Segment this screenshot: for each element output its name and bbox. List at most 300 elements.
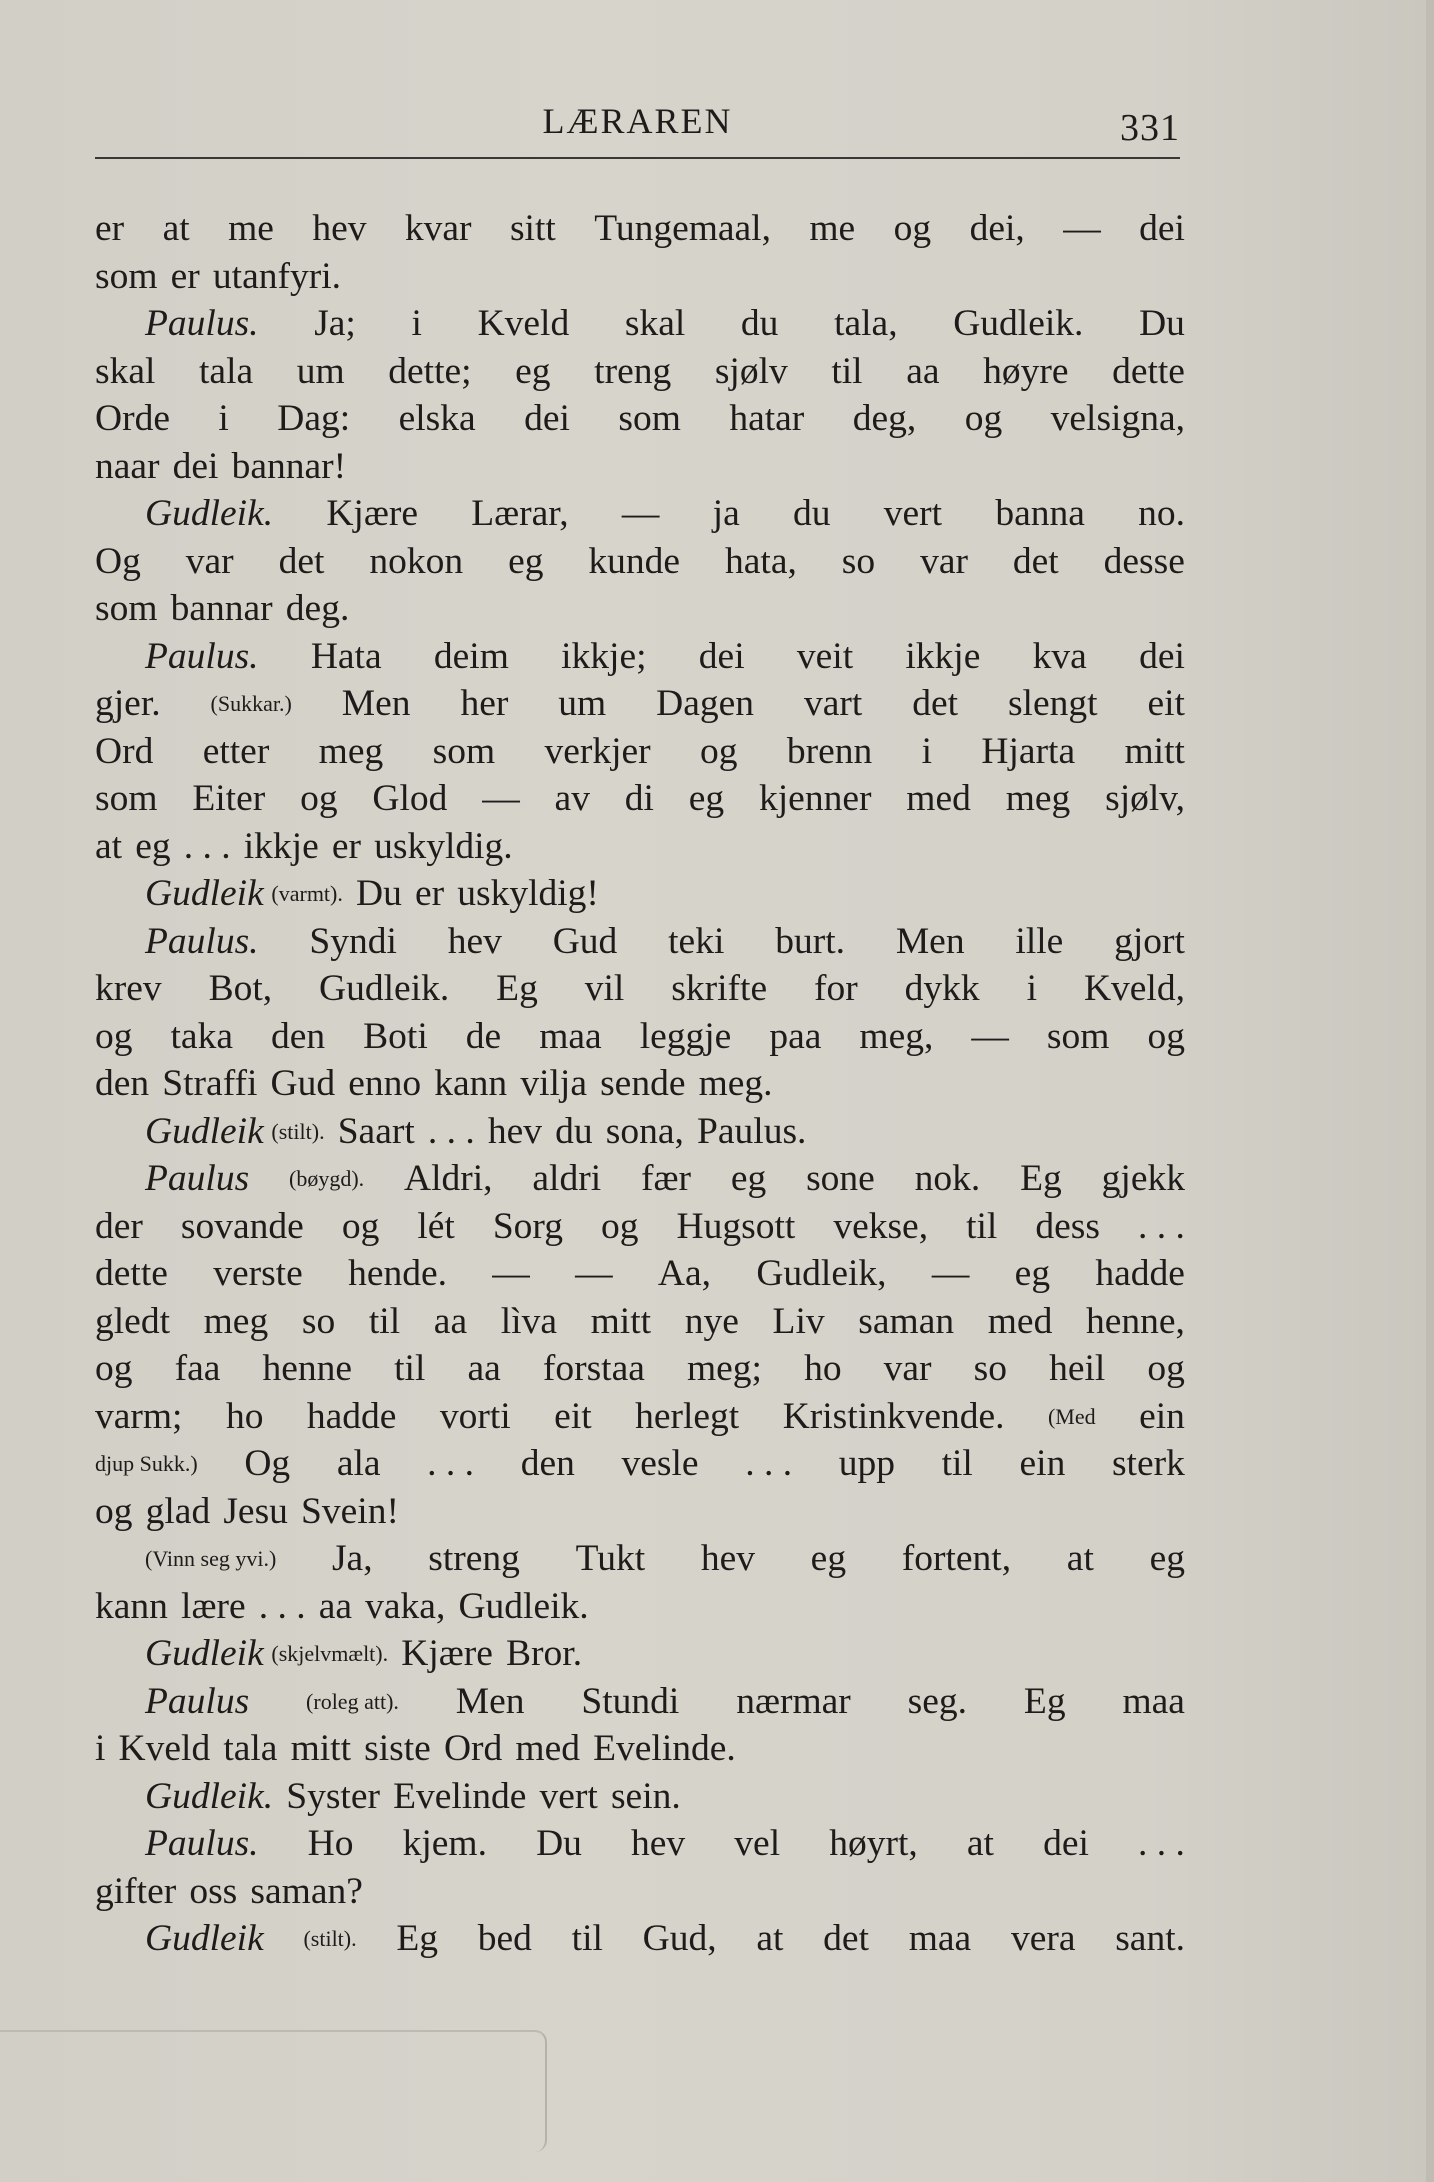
body-text — [95, 205, 1185, 1963]
word: at — [95, 825, 123, 867]
word: Eiter — [192, 778, 266, 819]
word: tala — [199, 350, 254, 392]
word: til — [941, 1443, 973, 1484]
word: Dagen — [656, 683, 754, 724]
text-line — [95, 633, 1185, 681]
stage-direction: (roleg att). — [306, 1688, 399, 1714]
word: som — [432, 730, 496, 772]
word: med — [987, 1300, 1053, 1342]
word: upp — [838, 1443, 895, 1484]
word: meg — [1005, 778, 1071, 819]
word: Kristinkvende. — [782, 1395, 1005, 1437]
word: gjekk — [1101, 1158, 1185, 1199]
word: Jesu — [223, 1490, 288, 1532]
word: dess — [1035, 1205, 1100, 1247]
speaker-name: Paulus — [145, 1680, 250, 1722]
word: Hata — [310, 635, 382, 677]
word: Og — [95, 540, 141, 582]
word: vorti — [439, 1395, 511, 1437]
word: vert — [883, 493, 943, 534]
word: Straffi — [162, 1063, 258, 1104]
word: . . . — [183, 825, 231, 867]
word: sende — [600, 1063, 686, 1104]
word: Du — [356, 873, 402, 914]
word: sterk — [1111, 1443, 1185, 1484]
word: hatar — [729, 398, 805, 439]
word: er — [95, 208, 125, 249]
word: gledt — [95, 1300, 170, 1342]
speaker-name: Gudleik — [145, 1110, 264, 1152]
word: ein — [1019, 1443, 1066, 1484]
word: . . . — [745, 1443, 793, 1484]
text-line — [95, 823, 1185, 871]
stage-direction: (bøygd). — [289, 1166, 365, 1191]
word: banna — [995, 493, 1085, 534]
word: uskyldig! — [457, 873, 599, 914]
word: det — [912, 683, 959, 724]
word: naar — [95, 445, 160, 487]
word: . . . — [427, 1443, 475, 1484]
word: bannar — [170, 588, 273, 629]
word: eit — [554, 1395, 592, 1437]
word: og — [1147, 1015, 1185, 1057]
word: lìva — [500, 1300, 557, 1342]
header-rule — [95, 157, 1180, 159]
stage-direction: (stilt). — [303, 1926, 357, 1951]
text-line — [95, 443, 1185, 491]
word: tala, — [834, 303, 898, 344]
running-head: LÆRAREN — [542, 101, 733, 141]
word: Du — [1139, 303, 1185, 344]
word: dei — [1139, 635, 1185, 677]
word: som — [95, 255, 158, 297]
word: sjølv, — [1105, 778, 1185, 819]
word: fortent, — [901, 1538, 1012, 1579]
word: deg, — [852, 398, 917, 439]
word: kva — [1032, 635, 1087, 677]
speaker-name: Paulus — [145, 1158, 250, 1199]
word: etter — [202, 730, 270, 772]
word: so — [841, 540, 876, 582]
word: Men — [455, 1680, 525, 1722]
word: Dag: — [277, 398, 351, 439]
word: sjølv — [714, 350, 788, 392]
word: for — [814, 968, 858, 1009]
word: dette — [95, 1253, 168, 1294]
stage-direction: (stilt). — [271, 1118, 325, 1144]
word: — — [621, 493, 660, 534]
text-line — [95, 1203, 1185, 1251]
text-line — [95, 1060, 1185, 1108]
word: hev — [700, 1538, 755, 1579]
word: ein — [1139, 1395, 1185, 1437]
word: hev — [447, 920, 502, 962]
word: i — [411, 303, 422, 344]
word: ikkje — [905, 635, 981, 677]
word: dei — [1043, 1823, 1089, 1864]
word: forstaa — [542, 1348, 645, 1389]
word: desse — [1103, 540, 1185, 582]
word: Gudleik, — [756, 1253, 887, 1294]
word: Kjære — [401, 1633, 493, 1674]
word: mitt — [1124, 730, 1185, 772]
text-line — [95, 870, 1185, 918]
word: gifter — [95, 1870, 177, 1912]
word: dette; — [388, 350, 472, 392]
word: som — [1046, 1015, 1110, 1057]
speaker-name: Paulus. — [145, 635, 259, 677]
text-line — [95, 1535, 1185, 1583]
word: Og — [244, 1443, 291, 1484]
word: og — [95, 1015, 133, 1057]
speaker-name: Gudleik — [145, 1918, 264, 1959]
word: nærmar — [736, 1680, 851, 1722]
word: vekse, — [833, 1205, 929, 1247]
word: djup Sukk.) — [95, 1451, 198, 1476]
word: Stundi — [581, 1680, 680, 1722]
text-line — [95, 1678, 1185, 1726]
word: saman? — [250, 1870, 363, 1912]
word: Liv — [772, 1300, 825, 1342]
word: Ord — [95, 730, 154, 772]
word: i — [218, 398, 229, 439]
word: Paulus. — [697, 1110, 807, 1152]
word: her — [460, 683, 509, 724]
word: dette — [1112, 350, 1185, 392]
word: ikkje — [243, 825, 319, 867]
word: og — [1147, 1348, 1185, 1389]
stage-direction: (skjelvmælt). — [271, 1641, 389, 1666]
text-line — [95, 538, 1185, 586]
word: og — [601, 1205, 639, 1247]
word: eit — [1147, 683, 1185, 724]
word: bed — [477, 1918, 532, 1959]
text-line — [95, 1773, 1185, 1821]
word: det — [1012, 540, 1059, 582]
word: Eg — [496, 968, 538, 1009]
text-line — [95, 1488, 1185, 1536]
word: verkjer — [544, 730, 651, 772]
word: . . . — [1138, 1823, 1185, 1864]
speaker-name: Gudleik. — [145, 493, 274, 534]
word: Tukt — [575, 1538, 646, 1579]
text-line — [95, 918, 1185, 966]
text-line — [95, 585, 1185, 633]
word: ala — [336, 1443, 381, 1484]
word: ille — [1015, 920, 1064, 962]
word: Gud — [552, 920, 618, 962]
word: nok. — [914, 1158, 981, 1199]
word: var — [883, 1348, 932, 1389]
word: hev — [487, 1110, 543, 1152]
text-line — [95, 490, 1185, 538]
word: Ho — [307, 1823, 354, 1864]
word: at — [756, 1918, 784, 1959]
word: kann — [434, 1063, 508, 1104]
word: veit — [796, 635, 854, 677]
word: Bot, — [208, 968, 273, 1009]
word: . . . — [427, 1110, 475, 1152]
word: dei, — [969, 208, 1025, 249]
word: Aa, — [657, 1253, 712, 1294]
word: um — [296, 350, 345, 392]
text-line — [95, 1345, 1185, 1393]
text-line — [95, 1868, 1185, 1916]
word: brenn — [786, 730, 873, 772]
word: vart — [803, 683, 863, 724]
word: saman — [858, 1300, 955, 1342]
text-line — [95, 1915, 1185, 1963]
word: vera — [1010, 1918, 1076, 1959]
word: den — [520, 1443, 575, 1484]
word: oss — [189, 1870, 238, 1912]
word: me — [809, 208, 856, 249]
word: Syndi — [309, 920, 397, 962]
word: meg — [318, 730, 384, 772]
word: Boti — [363, 1015, 428, 1057]
word: mitt — [590, 1300, 652, 1342]
word: Gudleik. — [953, 303, 1084, 344]
word: varm; — [95, 1395, 183, 1437]
word: til — [394, 1348, 426, 1389]
word: er — [331, 825, 361, 867]
word: Kveld — [477, 303, 570, 344]
word: fær — [640, 1158, 691, 1199]
word: glad — [145, 1490, 211, 1532]
word: eg — [1149, 1538, 1185, 1579]
word: me — [228, 208, 274, 249]
word: eg — [1014, 1253, 1051, 1294]
word: vilja — [520, 1063, 587, 1104]
word: som — [95, 588, 158, 629]
page-header — [95, 100, 1180, 150]
word: aldri — [532, 1158, 602, 1199]
word: Ord — [443, 1728, 503, 1769]
word: taka — [170, 1015, 233, 1057]
speaker-name: Paulus. — [145, 1823, 259, 1864]
word: . . . — [258, 1585, 306, 1627]
word: elska — [398, 398, 476, 439]
word: Ja; — [314, 303, 356, 344]
word: det — [278, 540, 325, 582]
word: gjort — [1114, 920, 1185, 962]
word: dykk — [904, 968, 980, 1009]
word: av — [554, 778, 590, 819]
word: at — [1066, 1538, 1094, 1579]
word: Eg — [1020, 1158, 1062, 1199]
word: er — [170, 255, 200, 297]
word: kunde — [588, 540, 681, 582]
word: hende. — [348, 1253, 447, 1294]
text-line — [95, 1820, 1185, 1868]
word: kvar — [404, 208, 472, 249]
word: du — [740, 303, 779, 344]
word: tala — [223, 1728, 278, 1769]
word: hev — [631, 1823, 686, 1864]
word: sant. — [1115, 1918, 1185, 1959]
word: kann — [95, 1585, 168, 1627]
word: med — [906, 778, 971, 819]
word: hata, — [725, 540, 797, 582]
word: meg — [203, 1300, 269, 1342]
word: mitt — [290, 1728, 352, 1769]
word: ho — [804, 1348, 842, 1389]
word: sona, — [605, 1110, 684, 1152]
page-tab-outline — [0, 2030, 547, 2152]
word: det — [823, 1918, 869, 1959]
text-line — [95, 1393, 1185, 1441]
word: sovande — [180, 1205, 304, 1247]
text-line — [95, 300, 1185, 348]
word: velsigna, — [1050, 398, 1185, 439]
speaker-name: Gudleik — [145, 873, 264, 914]
word: henne, — [1085, 1300, 1185, 1342]
word: uskyldig. — [374, 825, 513, 867]
text-line — [95, 775, 1185, 823]
word: der — [95, 1205, 143, 1247]
word: Men — [895, 920, 965, 962]
word: hadde — [306, 1395, 397, 1437]
text-line — [95, 205, 1185, 253]
text-line — [95, 1725, 1185, 1773]
word: Orde — [95, 398, 170, 439]
word: Eg — [1023, 1680, 1066, 1722]
word: til — [966, 1205, 998, 1247]
word: hev — [312, 208, 367, 249]
word: som — [618, 398, 681, 439]
word: eg — [730, 1158, 767, 1199]
word: og — [300, 778, 338, 819]
word: var — [920, 540, 968, 582]
text-line — [95, 395, 1185, 443]
word: Hugsott — [676, 1205, 796, 1247]
word: Gud — [270, 1063, 336, 1104]
word: sein. — [610, 1775, 681, 1817]
page-number: 331 — [1120, 107, 1180, 149]
word: Men — [341, 683, 411, 724]
word: Glod — [372, 778, 448, 819]
word: utanfyri. — [212, 255, 341, 297]
word: aa — [467, 1348, 501, 1389]
word: di — [624, 778, 654, 819]
word: maa — [1122, 1680, 1185, 1722]
word: den — [271, 1015, 326, 1057]
word: og — [341, 1205, 380, 1247]
word: deg. — [285, 588, 350, 629]
text-line — [95, 253, 1185, 301]
word: herlegt — [635, 1395, 740, 1437]
speaker-name: Gudleik — [145, 1633, 264, 1674]
word: Bror. — [506, 1633, 583, 1674]
word: dei — [524, 398, 570, 439]
word: Syster — [286, 1775, 380, 1817]
word: vert — [539, 1775, 598, 1817]
word: nye — [684, 1300, 739, 1342]
word: vaka, — [365, 1585, 446, 1627]
word: som — [95, 778, 158, 819]
word: Kveld, — [1083, 968, 1185, 1009]
word: aa — [318, 1585, 353, 1627]
word: . . . — [1137, 1205, 1185, 1247]
text-line — [95, 965, 1185, 1013]
word: kjenner — [759, 778, 872, 819]
word: Gudleik. — [319, 968, 450, 1009]
stage-direction: (varmt). — [271, 881, 343, 906]
word: burt. — [775, 920, 845, 962]
word: so — [973, 1348, 1007, 1389]
word: heil — [1049, 1348, 1106, 1389]
word: Aldri, — [404, 1158, 493, 1199]
word: maa — [908, 1918, 972, 1959]
word: teki — [668, 920, 725, 962]
word: vesle — [621, 1443, 699, 1484]
word: ja — [712, 493, 740, 534]
word: eg — [515, 350, 551, 392]
text-line — [95, 348, 1185, 396]
text-line — [95, 728, 1185, 776]
word: deim — [433, 635, 509, 677]
word: nokon — [369, 540, 464, 582]
word: bannar! — [231, 445, 347, 487]
page-edge — [1426, 0, 1434, 2182]
word: du — [793, 493, 831, 534]
word: streng — [428, 1538, 520, 1579]
word: i — [1026, 968, 1038, 1009]
word: hadde — [1095, 1253, 1185, 1294]
text-line — [95, 1440, 1185, 1488]
word: paa — [769, 1015, 822, 1057]
word: høyre — [983, 350, 1069, 392]
word: til — [571, 1918, 603, 1959]
word: eg — [508, 540, 544, 582]
word: slengt — [1007, 683, 1098, 724]
word: kjem. — [402, 1823, 487, 1864]
word: eg — [688, 778, 725, 819]
word: — — [931, 1253, 970, 1294]
word: og — [700, 730, 738, 772]
word: eg — [135, 825, 171, 867]
word: dei — [1139, 208, 1185, 249]
speaker-name: Gudleik. — [145, 1775, 274, 1817]
word: aa — [906, 350, 940, 392]
speaker-name: Paulus. — [145, 920, 259, 962]
word: Lærar, — [471, 493, 569, 534]
text-line — [95, 1108, 1185, 1156]
word: lét — [417, 1205, 455, 1247]
word: skrifte — [671, 968, 768, 1009]
word: (Sukkar.) — [210, 691, 292, 716]
word: no. — [1138, 493, 1185, 534]
word: dei — [172, 445, 219, 487]
word: Du — [536, 1823, 582, 1864]
word: treng — [594, 350, 672, 392]
word: Saart — [337, 1110, 415, 1152]
word: maa — [539, 1015, 602, 1057]
word: med — [515, 1728, 580, 1769]
word: i — [921, 730, 933, 772]
word: sitt — [509, 208, 556, 249]
text-line — [95, 1298, 1185, 1346]
word: meg, — [859, 1015, 934, 1057]
word: eg — [810, 1538, 847, 1579]
word: meg; — [686, 1348, 762, 1389]
word: meg. — [698, 1063, 773, 1104]
word: henne — [262, 1348, 353, 1389]
word: enno — [348, 1063, 422, 1104]
word: siste — [364, 1728, 431, 1769]
word: dei — [698, 635, 745, 677]
word: den — [95, 1063, 150, 1104]
